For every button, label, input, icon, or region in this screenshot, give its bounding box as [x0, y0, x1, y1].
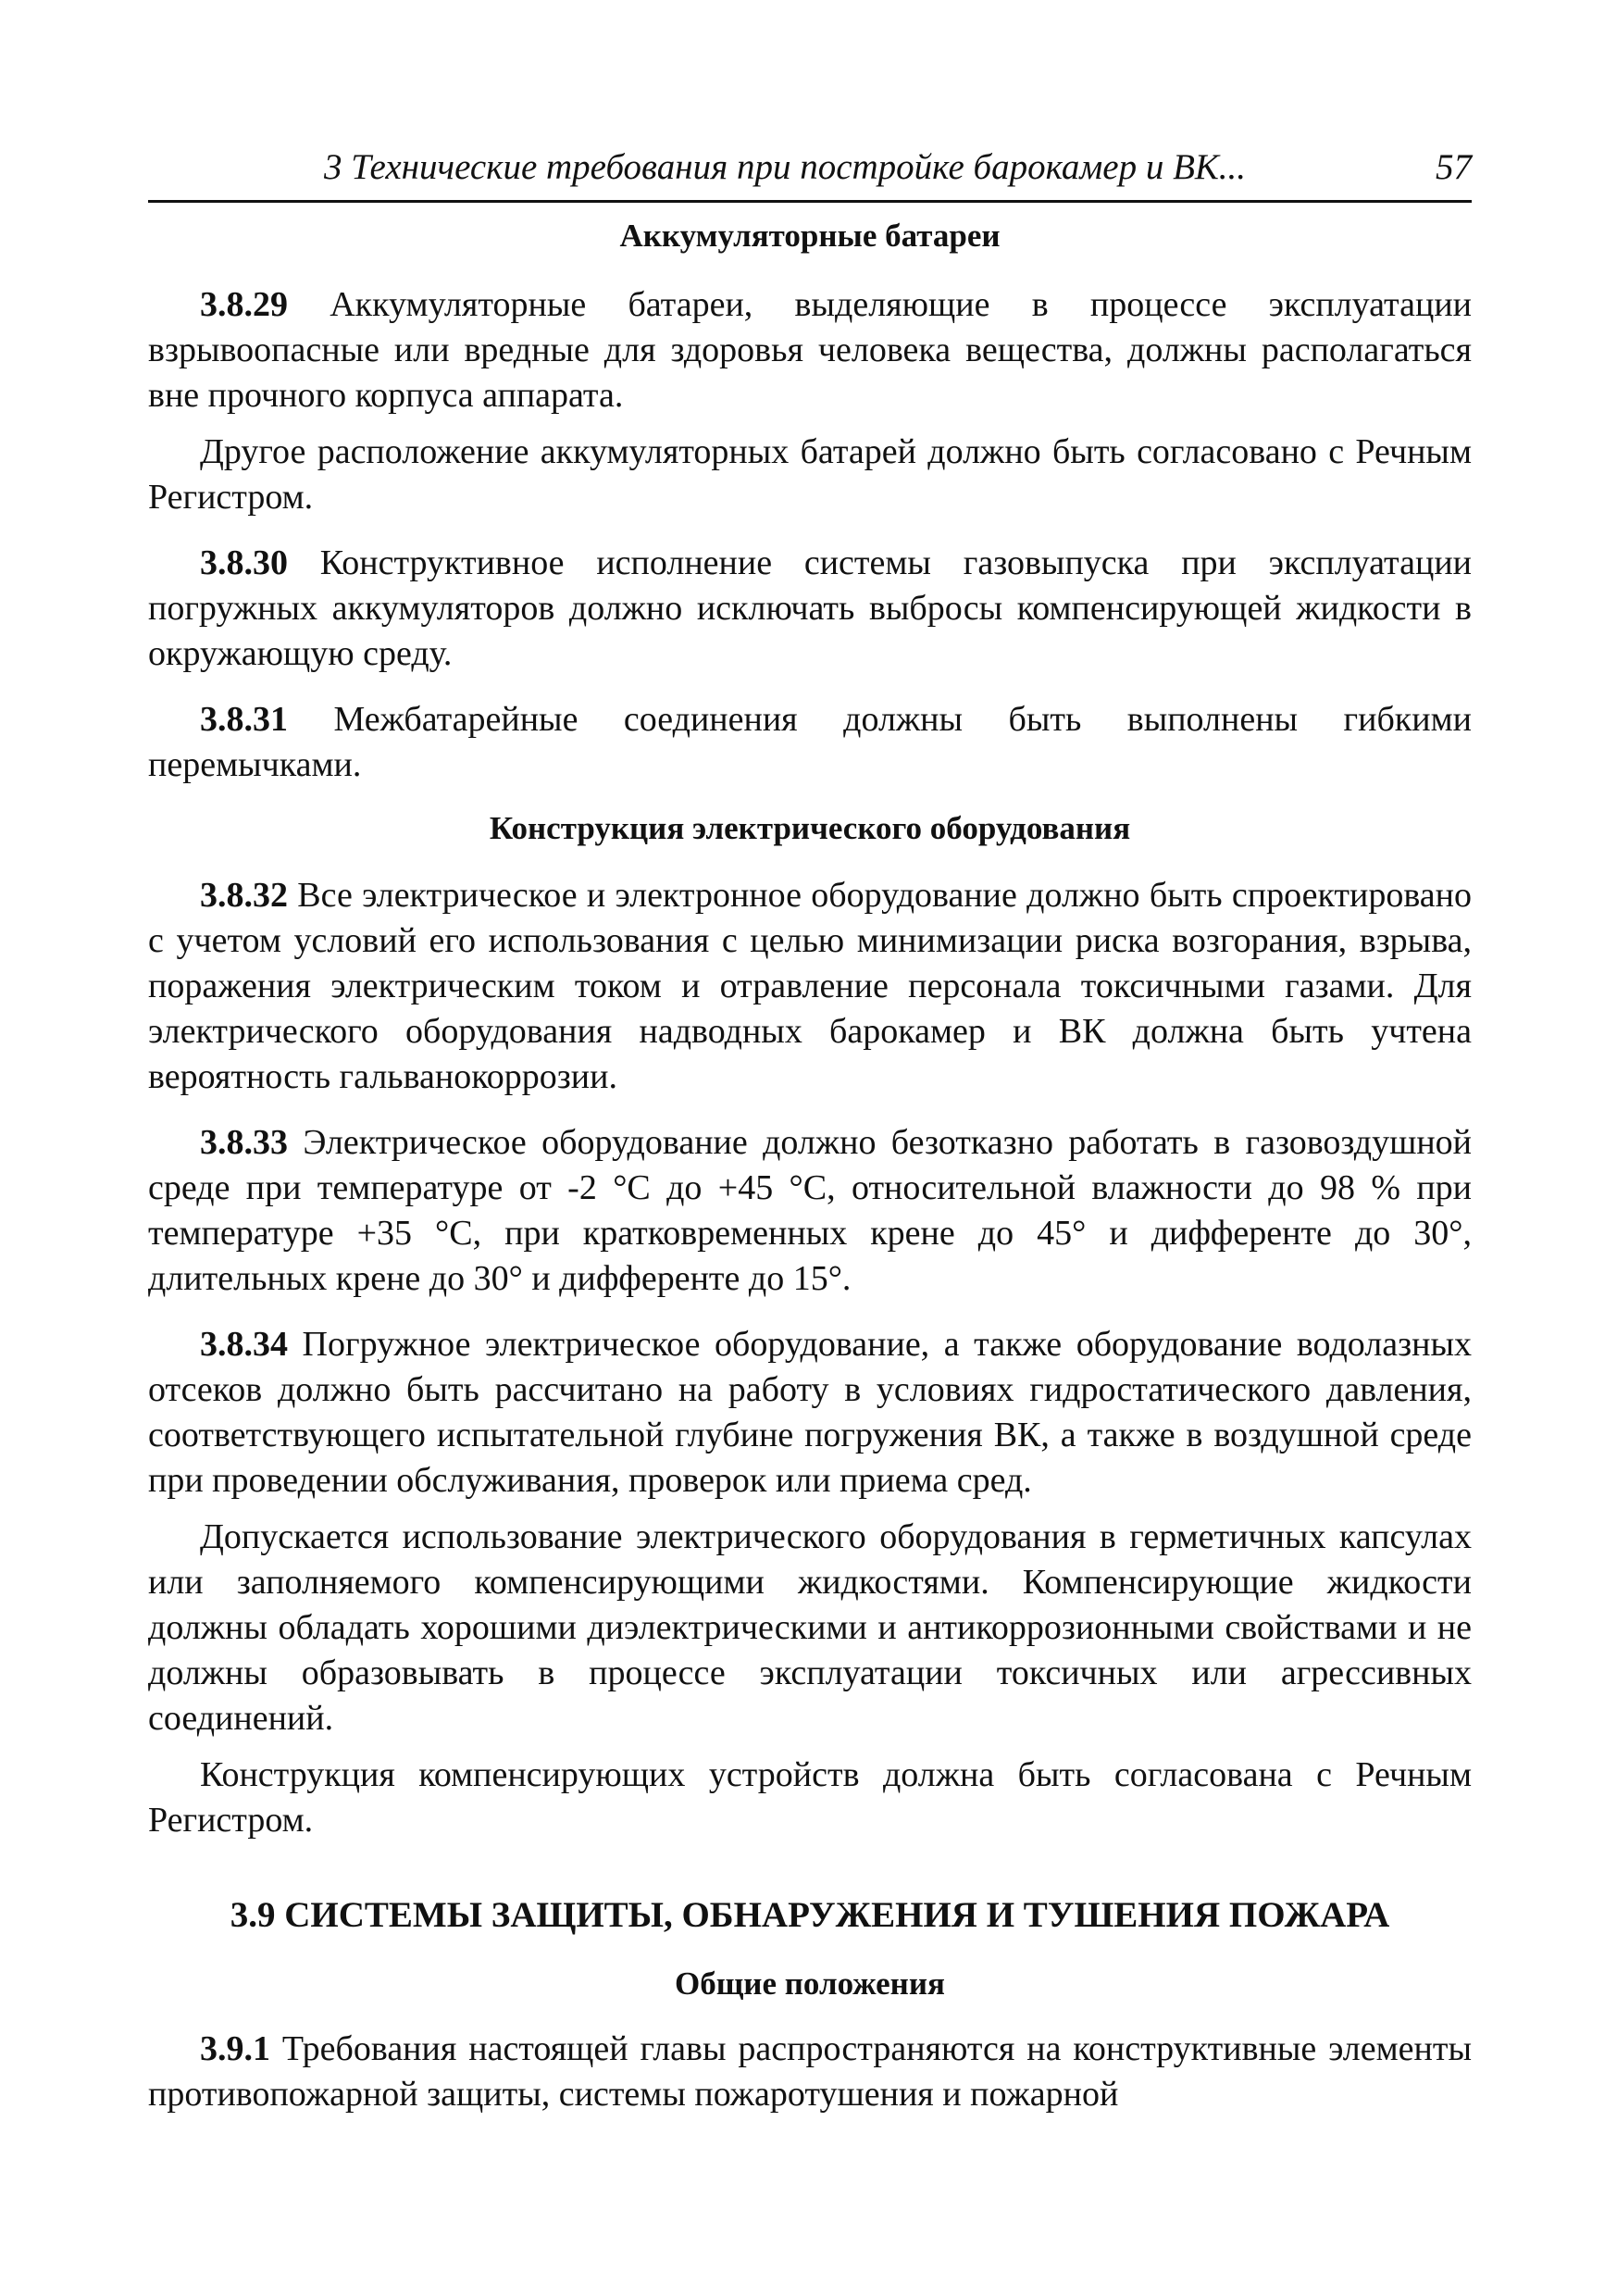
clause-number: 3.8.30	[200, 543, 288, 582]
clause-number: 3.8.33	[200, 1123, 288, 1162]
clause-text: Погружное электрическое оборудование, а также оборудование водолазных отсеков должно быть рассчитано на работу в условиях гидростатического давления, соответствующего испытательной глубине погружения ВК, а также в воздушной среде при проведении обслуживания, проверок или приема сред.	[148, 1325, 1472, 1500]
paragraph-3-8-33	[148, 1120, 1472, 1302]
clause-text: Электрическое оборудование должно безотказно работать в газовоздушной среде при температуре от -2 °С до +45 °С, относительной влажности до 98 % при температуре +35 °С, при кратковременных крене до 45° и дифференте до 30°, длительных крене до 30° и дифференте до 15°.	[148, 1123, 1472, 1298]
clause-text: Все электрическое и электронное оборудование должно быть спроектировано с учетом условий его использования с целью минимизации риска возгорания, взрыва, поражения электрическим током и отравление персонала токсичными газами. Для электрического оборудования надводных барокамер и ВК должна быть учтена вероятность гальванокоррозии.	[148, 876, 1472, 1096]
paragraph-3-8-29-continued: Другое расположение аккумуляторных батарей должно быть согласовано с Речным Регистром.	[148, 432, 1472, 517]
paragraph-3-8-34	[148, 1322, 1472, 1504]
paragraph-3-8-34-continued: Допускается использование электрического оборудования в герметичных капсулах или заполняемого компенсирующими жидкостями. Компенсирующие жидкости должны обладать хорошими диэлектрическими и антикоррозионными свойствами и не должны образовывать в процессе эксплуатации токсичных или агрессивных соединений.	[148, 1517, 1472, 1738]
paragraph-3-8-29	[148, 282, 1472, 418]
clause-text: Требования настоящей главы распространяются на конструктивные элементы противопожарной защиты, системы пожаротушения и пожарной	[148, 2029, 1472, 2114]
clause-text: Межбатарейные соединения должны быть выполнены гибкими перемычками.	[148, 700, 1472, 784]
paragraph-3-9-1	[148, 2027, 1472, 2117]
chapter-heading: 3.9 СИСТЕМЫ ЗАЩИТЫ, ОБНАРУЖЕНИЯ И ТУШЕНИЯ ПОЖАРА	[230, 1895, 1390, 1935]
general-heading: Общие положения	[675, 1965, 945, 2002]
paragraph-3-8-30	[148, 541, 1472, 677]
paragraph-3-8-32	[148, 873, 1472, 1100]
clause-number: 3.9.1	[200, 2029, 270, 2068]
clause-text: Аккумуляторные батареи, выделяющие в процессе эксплуатации взрывоопасные или вредные для здоровья человека вещества, должны располагаться вне прочного корпуса аппарата.	[148, 285, 1472, 415]
running-header	[148, 139, 1472, 203]
clause-number: 3.8.31	[200, 700, 288, 739]
clause-number: 3.8.32	[200, 876, 288, 915]
paragraph-3-8-34-final: Конструкция компенсирующих устройств должна быть согласована с Речным Регистром.	[148, 1755, 1472, 1840]
electrical-heading: Конструкция электрического оборудования	[489, 810, 1131, 846]
clause-number: 3.8.34	[200, 1325, 288, 1364]
paragraph-3-8-31	[148, 697, 1472, 788]
clause-number: 3.8.29	[200, 285, 288, 324]
document-page	[148, 139, 1472, 2117]
clause-text: Конструктивное исполнение системы газовыпуска при эксплуатации погружных аккумуляторов должно исключать выбросы компенсирующей жидкости в окружающую среду.	[148, 543, 1472, 673]
page-number: 57	[1436, 147, 1472, 187]
batteries-heading: Аккумуляторные батареи	[619, 218, 1001, 254]
header-title: 3 Технические требования при постройке барокамер и ВК...	[324, 147, 1247, 187]
